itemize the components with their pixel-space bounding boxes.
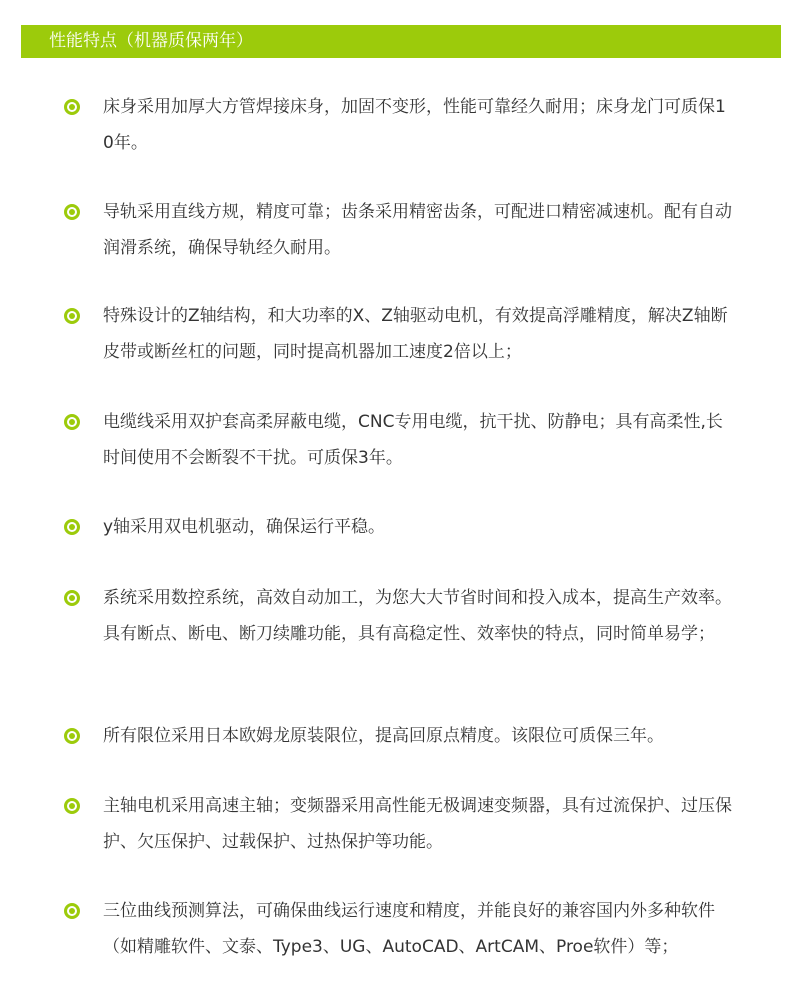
circle-bullet-icon (64, 590, 80, 606)
feature-text: 主轴电机采用高速主轴；变频器采用高性能无极调速变频器，具有过流保护、过压保护、欠压保护、过载保护、过热保护等功能。 (103, 796, 732, 852)
feature-text: 电缆线采用双护套高柔屏蔽电缆，CNC专用电缆，抗干扰、防静电；具有高柔性,长时间使用不会断裂不干扰。可质保3年。 (103, 412, 723, 468)
section-title: 性能特点（机器质保两年） (49, 31, 253, 51)
feature-text: 导轨采用直线方规，精度可靠；齿条采用精密齿条，可配进口精密减速机。配有自动润滑系统，确保导轨经久耐用。 (103, 202, 732, 258)
circle-bullet-icon (64, 519, 80, 535)
circle-bullet-icon (64, 99, 80, 115)
circle-bullet-icon (64, 308, 80, 324)
circle-bullet-icon (64, 798, 80, 814)
feature-text: 系统采用数控系统，高效自动加工，为您大大节省时间和投入成本，提高生产效率。具有断点、断电、断刀续雕功能，具有高稳定性、效率快的特点，同时简单易学； (103, 588, 732, 644)
section-header-bar (21, 25, 781, 58)
feature-text: 三位曲线预测算法，可确保曲线运行速度和精度，并能良好的兼容国内外多种软件（如精雕软件、文泰、Type3、UG、AutoCAD、ArtCAM、Proe软件）等； (103, 901, 715, 957)
feature-text: y轴采用双电机驱动，确保运行平稳。 (103, 517, 386, 537)
circle-bullet-icon (64, 728, 80, 744)
feature-text: 所有限位采用日本欧姆龙原装限位，提高回原点精度。该限位可质保三年。 (103, 726, 664, 746)
feature-text: 床身采用加厚大方管焊接床身，加固不变形，性能可靠经久耐用；床身龙门可质保10年。 (103, 97, 726, 153)
circle-bullet-icon (64, 414, 80, 430)
circle-bullet-icon (64, 903, 80, 919)
feature-text: 特殊设计的Z轴结构，和大功率的X、Z轴驱动电机，有效提高浮雕精度，解决Z轴断皮带或断丝杠的问题，同时提高机器加工速度2倍以上； (103, 306, 728, 362)
circle-bullet-icon (64, 204, 80, 220)
